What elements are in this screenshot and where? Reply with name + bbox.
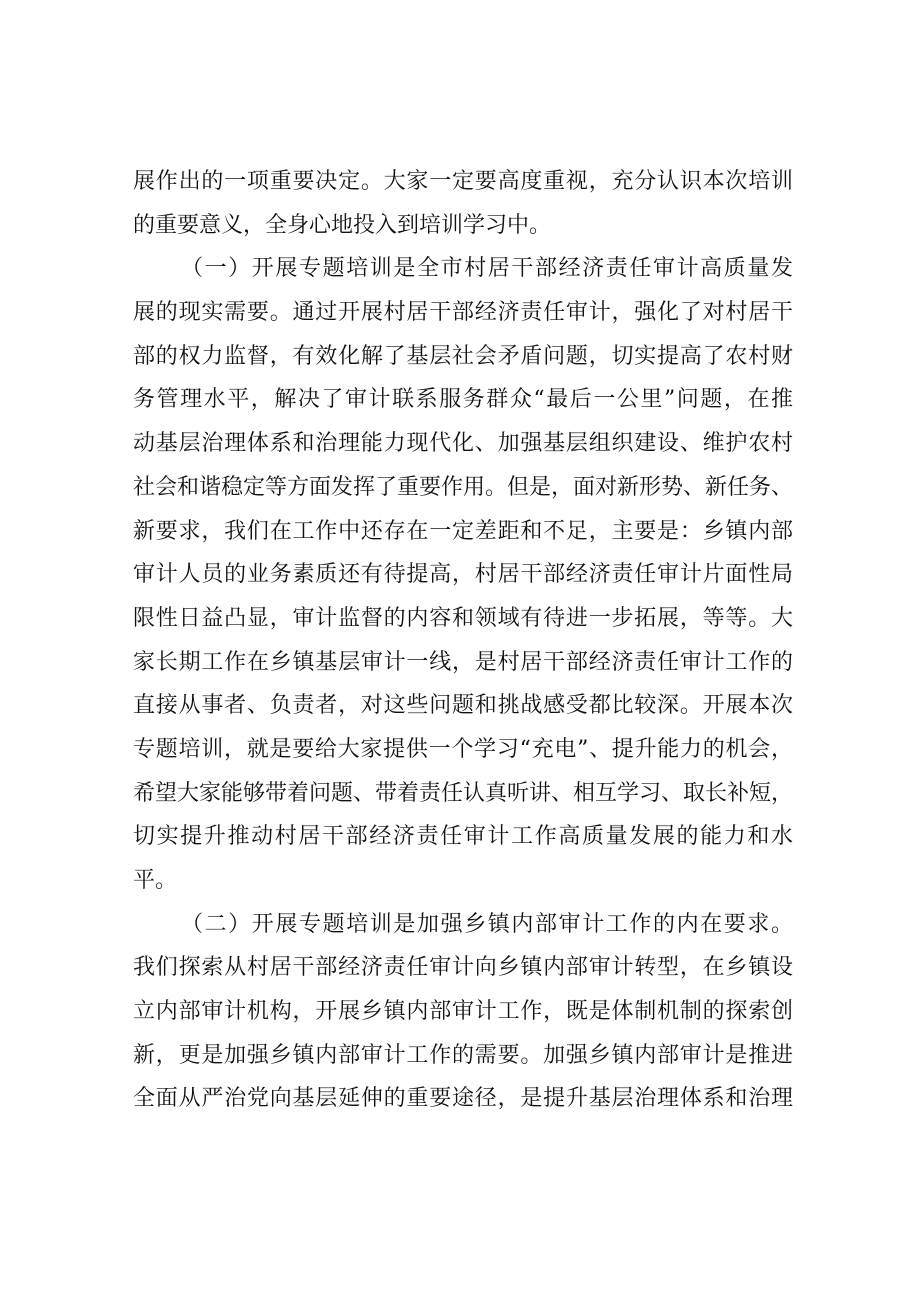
paragraph-1: [133, 160, 793, 247]
paragraph-2: [133, 247, 793, 902]
text-line: （一）开展专题培训是全市村居干部经济责任审计高质量发: [181, 256, 793, 282]
text-line: 新要求，我们在工作中还存在一定差距和不足，主要是：乡镇内部: [133, 518, 793, 544]
text-line: 部的权力监督，有效化解了基层社会矛盾问题，切实提高了农村财: [133, 343, 793, 369]
text-line: 动基层治理体系和治理能力现代化、加强基层组织建设、维护农村: [133, 431, 793, 457]
text-line: 立内部审计机构，开展乡镇内部审计工作，既是体制机制的探索创: [133, 999, 793, 1025]
text-line: 展的现实需要。通过开展村居干部经济责任审计，强化了对村居干: [133, 300, 793, 326]
text-line: 限性日益凸显，审计监督的内容和领域有待进一步拓展，等等。大: [133, 605, 793, 631]
text-line: 全面从严治党向基层延伸的重要途径，是提升基层治理体系和治理: [133, 1086, 793, 1112]
text-line: 社会和谐稳定等方面发挥了重要作用。但是，面对新形势、新任务、: [133, 474, 794, 500]
text-line: 新，更是加强乡镇内部审计工作的需要。加强乡镇内部审计是推进: [133, 1042, 793, 1068]
document-body: [133, 160, 793, 1121]
text-line: （二）开展专题培训是加强乡镇内部审计工作的内在要求。: [181, 911, 793, 937]
text-line: 直接从事者、负责者，对这些问题和挑战感受都比较深。开展本次: [133, 693, 793, 719]
text-line: 审计人员的业务素质还有待提高，村居干部经济责任审计片面性局: [133, 562, 793, 588]
text-line: 家长期工作在乡镇基层审计一线，是村居干部经济责任审计工作的: [133, 649, 793, 675]
text-line: 专题培训，就是要给大家提供一个学习“充电”、提升能力的机会，: [133, 736, 793, 762]
text-line: 平。: [133, 868, 178, 893]
text-line: 我们探索从村居干部经济责任审计向乡镇内部审计转型，在乡镇设: [133, 955, 793, 981]
paragraph-3: [133, 903, 793, 1121]
text-line: 切实提升推动村居干部经济责任审计工作高质量发展的能力和水: [133, 824, 793, 850]
text-line: 务管理水平，解决了审计联系服务群众“最后一公里”问题，在推: [133, 387, 793, 413]
text-line: 的重要意义，全身心地投入到培训学习中。: [133, 212, 552, 238]
text-line: 展作出的一项重要决定。大家一定要高度重视，充分认识本次培训: [133, 169, 793, 194]
text-line: 希望大家能够带着问题、带着责任认真听讲、相互学习、取长补短，: [133, 780, 794, 806]
